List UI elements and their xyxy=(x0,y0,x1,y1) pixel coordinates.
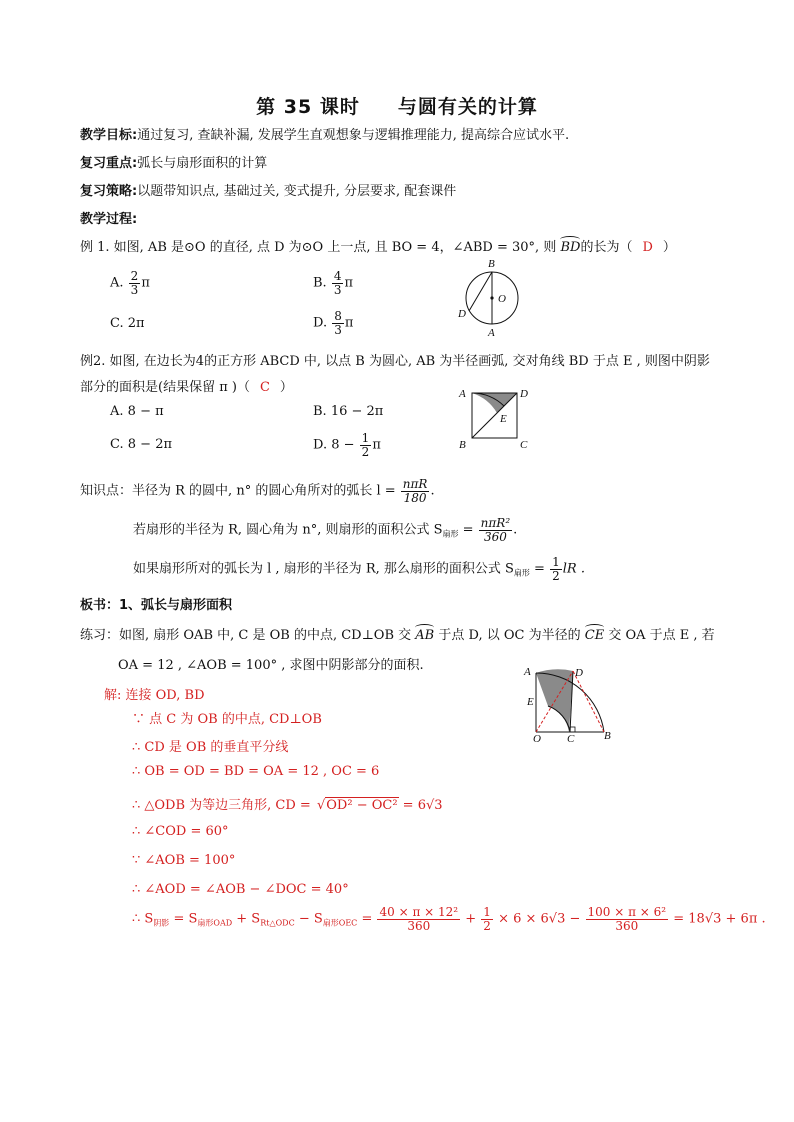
label-b: B xyxy=(604,730,611,742)
k3-fraction xyxy=(550,556,562,582)
solution-line-4 xyxy=(132,794,443,813)
option-text: 8 − 2π xyxy=(127,437,173,452)
k2-text: 若扇形的半径为 R, 圆心角为 n°, 则扇形的面积公式 S xyxy=(133,522,443,538)
solution-text: = xyxy=(357,911,373,927)
option-fraction xyxy=(332,270,344,296)
option-label: C. xyxy=(110,437,124,452)
ex1-figure xyxy=(455,256,530,339)
goal-text: 通过复习, 查缺补漏, 发展学生直观想象与逻辑推理能力, 提高综合应试水平. xyxy=(137,128,570,143)
option-tail: π xyxy=(372,437,381,453)
ex1-stem-b: 的长为（ xyxy=(580,240,633,255)
k1-post: . xyxy=(430,483,435,499)
option-label: A. xyxy=(110,275,124,291)
solution-line-8 xyxy=(132,906,766,932)
focus-line xyxy=(80,152,267,171)
solution-text: + xyxy=(465,911,477,927)
label-d: D xyxy=(575,667,583,679)
practice-figure xyxy=(520,660,620,745)
fraction-den: 360 xyxy=(483,529,507,544)
fraction-3 xyxy=(586,906,669,932)
fraction-num: 1 xyxy=(361,431,370,445)
knowledge-1 xyxy=(80,478,435,504)
fraction-num: 40 × π × 12² xyxy=(379,905,459,919)
solution-result: = 6√3 xyxy=(402,798,443,813)
subscript: 扇形OAD xyxy=(197,918,233,928)
practice-text-b: 于点 D, 以 OC 为半径的 xyxy=(438,628,581,643)
ex2-stem-line1: 例2. 如图, 在边长为4的正方形 ABCD 中, 以点 B 为圆心, AB 为半径画弧, 交对角线 BD 于点 E , 则图中阴影 xyxy=(80,354,710,369)
option-tail: π xyxy=(344,315,354,331)
fraction-den: 2 xyxy=(552,568,560,583)
ex2-figure xyxy=(455,384,535,454)
k3-sub: 扇形 xyxy=(513,568,530,578)
knowledge-2 xyxy=(133,517,517,543)
ex1-option-c xyxy=(110,316,145,331)
option-tail: π xyxy=(344,275,354,291)
ex1-answer: D xyxy=(642,240,653,255)
label-d: D xyxy=(520,388,528,400)
solution-line-7: ∴ ∠AOD = ∠AOB − ∠DOC = 40° xyxy=(132,882,349,897)
ex1-stem xyxy=(80,236,676,255)
solution-text: = S xyxy=(169,911,198,927)
label-a: A xyxy=(488,327,495,339)
label-b: B xyxy=(459,439,466,451)
ex1-stem-a: 例 1. 如图, AB 是⊙O 的直径, 点 D 为⊙O 上一点, 且 BO = 4，∠ABD = 30°, 则 xyxy=(80,240,557,255)
label-o: O xyxy=(533,733,541,745)
sqrt-sign: √ xyxy=(316,798,326,813)
k2-fraction xyxy=(479,517,512,543)
fraction-den: 360 xyxy=(615,918,639,933)
ex2-option-b xyxy=(313,404,383,419)
label-a: A xyxy=(459,388,466,400)
option-label: D. xyxy=(313,437,328,453)
label-c: C xyxy=(567,733,575,745)
option-pre: 8 − xyxy=(331,437,355,453)
fraction-num: 1 xyxy=(552,555,560,569)
chord-bd xyxy=(469,272,492,311)
option-label: C. xyxy=(110,316,124,331)
fraction-2 xyxy=(481,906,493,932)
fraction-num: nπR xyxy=(402,477,428,491)
practice-text-a: 练习：如图, 扇形 OAB 中, C 是 OB 的中点, CD⊥OB 交 xyxy=(80,628,412,643)
fraction-den: 3 xyxy=(334,322,342,337)
sqrt-radicand: OD² − OC² xyxy=(326,798,398,813)
solution-line-2: ∴ CD 是 OB 的垂直平分线 xyxy=(132,740,289,755)
ex2-option-a xyxy=(110,404,164,419)
fraction-num: 2 xyxy=(130,269,139,283)
board-title: 板书：1、弧长与扇形面积 xyxy=(80,598,233,613)
label-e: E xyxy=(527,696,534,708)
option-tail: π xyxy=(141,275,150,291)
page-title xyxy=(0,92,794,119)
ex2-option-c xyxy=(110,437,172,452)
segment-bd xyxy=(573,671,604,732)
ex1-close: ） xyxy=(662,240,676,255)
fraction-num: nπR² xyxy=(480,516,511,530)
fraction-den: 2 xyxy=(483,918,491,933)
knowledge-3 xyxy=(133,556,585,582)
k3-post: lR . xyxy=(562,561,585,577)
subscript: 扇形OEC xyxy=(322,918,358,928)
fraction-den: 2 xyxy=(361,444,370,459)
solution-text: − S xyxy=(294,911,323,927)
goal-label: 教学目标: xyxy=(80,128,138,143)
fraction-num: 8 xyxy=(334,309,342,323)
strategy-line xyxy=(80,180,456,199)
subscript: 阴影 xyxy=(153,918,170,928)
label-b: B xyxy=(488,258,495,270)
k2-eq: = xyxy=(458,522,474,538)
shaded-region xyxy=(472,393,517,413)
label-a: A xyxy=(524,666,531,678)
fraction-1 xyxy=(377,906,460,932)
option-text: 8 − π xyxy=(127,404,164,419)
fraction-num: 4 xyxy=(333,269,342,283)
ex1-option-b xyxy=(313,270,353,296)
solution-text: ∴ △ODB 为等边三角形, CD = xyxy=(132,798,311,813)
label-o: O xyxy=(498,293,506,305)
lesson-topic: 与圆有关的计算 xyxy=(397,96,538,118)
ex2-close: ） xyxy=(279,380,293,395)
option-text: 16 − 2π xyxy=(330,404,384,419)
option-label: D. xyxy=(313,315,328,331)
ex2-stem-line2 xyxy=(80,376,293,395)
solution-text: = 18√3 + 6π . xyxy=(673,911,766,927)
practice-line2: OA = 12 , ∠AOB = 100° , 求图中阴影部分的面积. xyxy=(118,658,424,673)
practice-line1 xyxy=(80,624,715,643)
solution-line-3: ∴ OB = OD = BD = OA = 12 , OC = 6 xyxy=(132,764,380,779)
option-label: B. xyxy=(313,275,327,291)
solution-line-5: ∴ ∠COD = 60° xyxy=(132,824,229,839)
option-text: 2π xyxy=(127,316,145,331)
ex2-answer: C xyxy=(259,380,270,395)
label-e: E xyxy=(500,413,507,425)
solution-text: + S xyxy=(232,911,261,927)
goal-line xyxy=(80,124,569,143)
option-label: B. xyxy=(313,404,327,419)
k2-post: . xyxy=(513,522,518,538)
process-label: 教学过程: xyxy=(80,212,138,227)
practice-arc-ce: CE xyxy=(584,628,605,643)
k1-text: 知识点：半径为 R 的圆中, n° 的圆心角所对的弧长 l = xyxy=(80,483,396,499)
practice-text-c: 交 OA 于点 E , 若 xyxy=(608,628,715,643)
strategy-label: 复习策略: xyxy=(80,184,138,199)
k2-sub: 扇形 xyxy=(442,529,459,539)
ex1-option-a xyxy=(110,270,150,296)
option-fraction xyxy=(360,432,372,458)
subscript: Rt△ODC xyxy=(260,918,295,928)
right-angle-mark xyxy=(570,727,575,732)
k3-eq: = xyxy=(529,561,545,577)
ex2-stem-text: 部分的面积是(结果保留 π )（ xyxy=(80,380,250,395)
label-c: C xyxy=(520,439,528,451)
k3-text: 如果扇形所对的弧长为 l , 扇形的半径为 R, 那么扇形的面积公式 S xyxy=(133,561,514,577)
practice-arc-ab: AB xyxy=(415,628,435,643)
option-fraction xyxy=(332,310,344,336)
solution-line-6: ∵ ∠AOB = 100° xyxy=(132,853,236,868)
ex2-option-d xyxy=(313,432,381,458)
solution-text: × 6 × 6√3 − xyxy=(498,911,581,927)
fraction-den: 180 xyxy=(403,490,427,505)
ex1-option-d xyxy=(313,310,353,336)
fraction-num: 100 × π × 6² xyxy=(587,905,667,919)
solution-line-0: 解: 连接 OD, BD xyxy=(104,688,205,703)
ex1-arc-bd: BD xyxy=(560,240,581,255)
solution-line-1: ∵ 点 C 为 OB 的中点, CD⊥OB xyxy=(132,712,322,727)
option-fraction xyxy=(129,270,141,296)
fraction-num: 1 xyxy=(483,905,491,919)
k1-fraction xyxy=(401,478,430,504)
solution-text: ∴ S xyxy=(132,911,154,927)
focus-text: 弧长与扇形面积的计算 xyxy=(137,156,268,171)
strategy-text: 以题带知识点, 基础过关, 变式提升, 分层要求, 配套课件 xyxy=(137,184,457,199)
label-d: D xyxy=(458,308,466,320)
fraction-den: 360 xyxy=(407,918,431,933)
fraction-den: 3 xyxy=(333,282,342,297)
fraction-den: 3 xyxy=(130,282,139,297)
focus-label: 复习重点: xyxy=(80,156,138,171)
lesson-number: 第 35 课时 xyxy=(256,96,360,118)
option-label: A. xyxy=(110,404,124,419)
center-dot xyxy=(490,296,493,299)
